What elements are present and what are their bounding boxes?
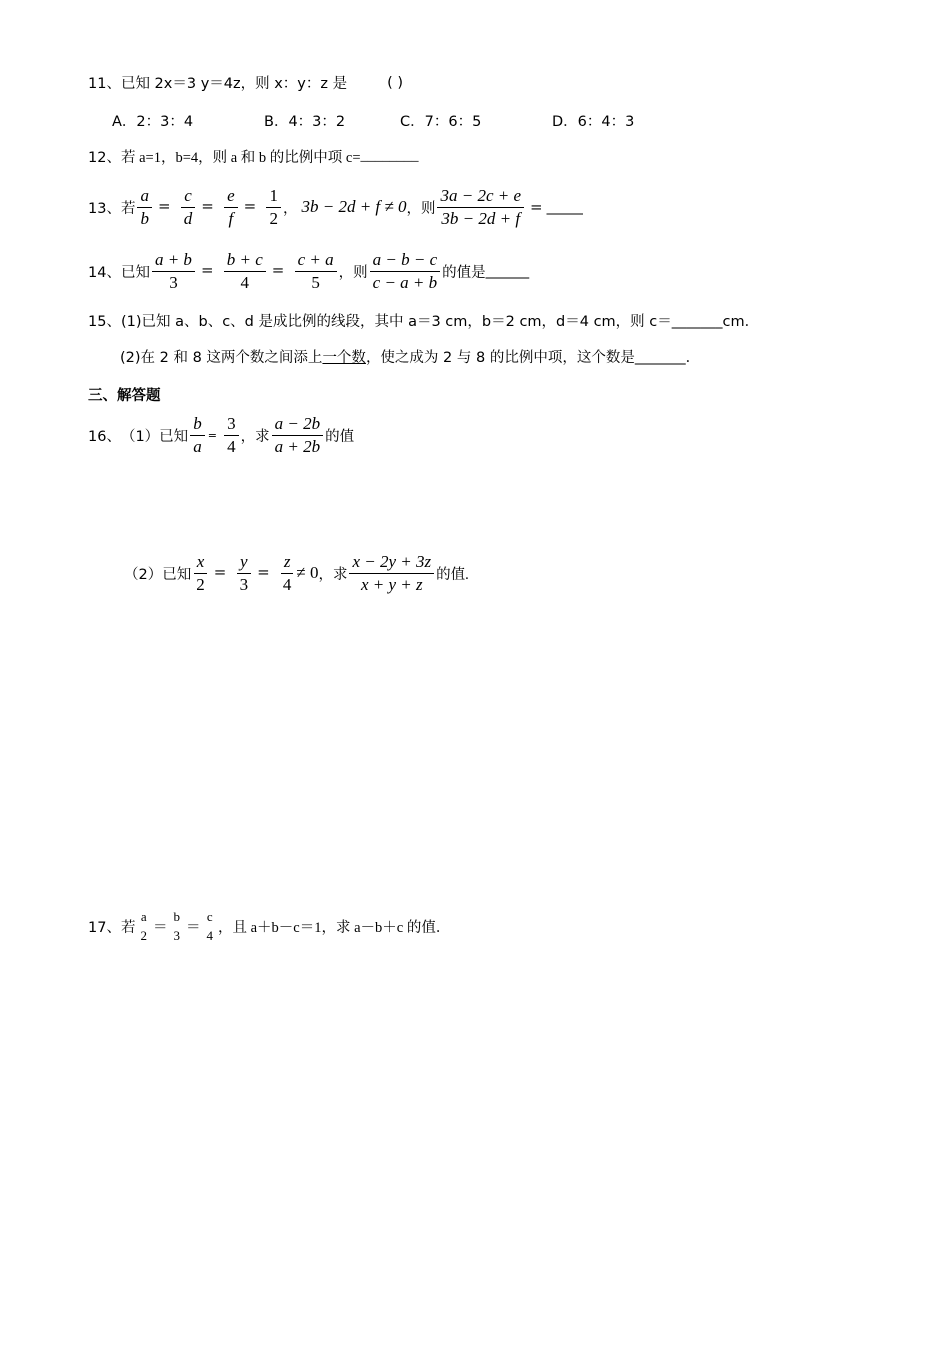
q12-line (88, 146, 419, 167)
q17-number: 17、 (88, 920, 121, 937)
q15-part2-blank: _______ (634, 348, 686, 365)
q15-part1-end: cm． (722, 314, 760, 330)
q16-part2-neq: ≠ 0 (296, 563, 319, 583)
q11-option-d: D．6：4：3 (552, 114, 635, 130)
q16-number: 16、 (88, 428, 121, 445)
q16-part1-end: 的值 (325, 428, 355, 445)
q11-answer-paren: ( ) (387, 74, 404, 91)
q16-part1-mid: ，求 (240, 428, 270, 445)
q17-ratio-chain: a 2 ＝ b 3 ＝ c 4 (140, 909, 213, 943)
section-3-heading: 三、解答题 (88, 388, 161, 404)
q13-prefix: 若 (120, 200, 136, 217)
q17-condition: ，且 a＋b－c＝1，求 a－b＋c 的值． (217, 920, 451, 937)
q15-part2-end: ． (685, 350, 701, 366)
q15-line-2 (120, 346, 700, 367)
q13-blank: _____ (546, 199, 583, 216)
q14-then: ，则 (338, 264, 368, 281)
q13-number: 13、 (88, 200, 121, 217)
q16-part2-mid: ，求 (318, 566, 348, 583)
q13-condition: 3b − 2d + f ≠ 0 (301, 197, 407, 217)
q17-prefix: 若 (120, 920, 136, 937)
q16-part1-given: $\frac{b}{a}$ = $\frac{3}{4}$ (188, 414, 240, 456)
q15-part2-underlined: 一个数 (322, 350, 366, 366)
q15-part1-blank: _______ (671, 312, 723, 329)
q15-part2-b: ，使之成为 2 与 8 的比例中项，这个数是 (365, 350, 635, 366)
q16-part2-prefix: （2）已知 (124, 566, 192, 583)
q13-equals: = (530, 198, 543, 217)
q12-blank: ________ (360, 148, 419, 164)
q16-part2-target: $\frac{x - 2y + 3z}{x + y + z}$ (347, 552, 436, 594)
q14-blank: ______ (485, 263, 530, 280)
q11-option-c: C．7：6：5 (400, 114, 482, 130)
q14-number: 14、 (88, 264, 121, 281)
q14-ratio-chain: $\frac{a + b}{3}$ = $\frac{b + c}{4}$ = $\frac{c + a}{5}$ (150, 250, 339, 292)
q15-number: 15、 (88, 314, 121, 330)
q12-number: 12、 (88, 150, 121, 166)
q13-target-fraction: $\frac{3a - 2c + e}{3b - 2d + f}$ (435, 186, 526, 228)
q14-suffix: 的值是 (442, 264, 486, 281)
q13-line (88, 186, 583, 228)
q12-text: 若 a=1，b=4，则 a 和 b 的比例中项 c= (120, 150, 361, 166)
q11-line (88, 72, 403, 93)
q16-part2-end: 的值. (436, 566, 469, 583)
q17-line (88, 910, 450, 944)
q16-part2-given: $\frac{x}{2}$ = $\frac{y}{3}$ = $\frac{z}{4}$ (191, 552, 296, 594)
q14-prefix: 已知 (120, 264, 150, 281)
q15-part1: (1)已知 a、b、c、d 是成比例的线段，其中 a＝3 cm，b＝2 cm，d＝4 cm，则 c＝ (120, 314, 672, 330)
q11-option-a: A．2：3：4 (112, 114, 194, 130)
q16-part1-prefix: （1）已知 (120, 428, 189, 445)
q13-then: ，则 (406, 200, 436, 217)
q16-line-2 (124, 552, 469, 594)
q14-target-fraction: $\frac{a - b - c}{c - a + b}$ (368, 250, 443, 292)
q13-comma: ， (282, 200, 298, 217)
q13-ratio-chain: $\frac{a}{b}$ = $\frac{c}{d}$ = $\frac{e}{f}$ = $\frac{1}{2}$ (135, 186, 283, 228)
q11-option-b: B．4：3：2 (264, 114, 346, 130)
q16-part1-target: $\frac{a - 2b}{a + 2b}$ (270, 414, 325, 456)
q14-line (88, 250, 529, 292)
q11-number: 11、 (88, 76, 121, 92)
q11-text: 已知 2x＝3 y＝4z，则 x：y：z 是 (120, 76, 348, 92)
q16-line-1 (88, 414, 354, 456)
q15-line-1 (88, 310, 759, 331)
q15-part2-a: (2)在 2 和 8 这两个数之间添上 (120, 350, 323, 366)
